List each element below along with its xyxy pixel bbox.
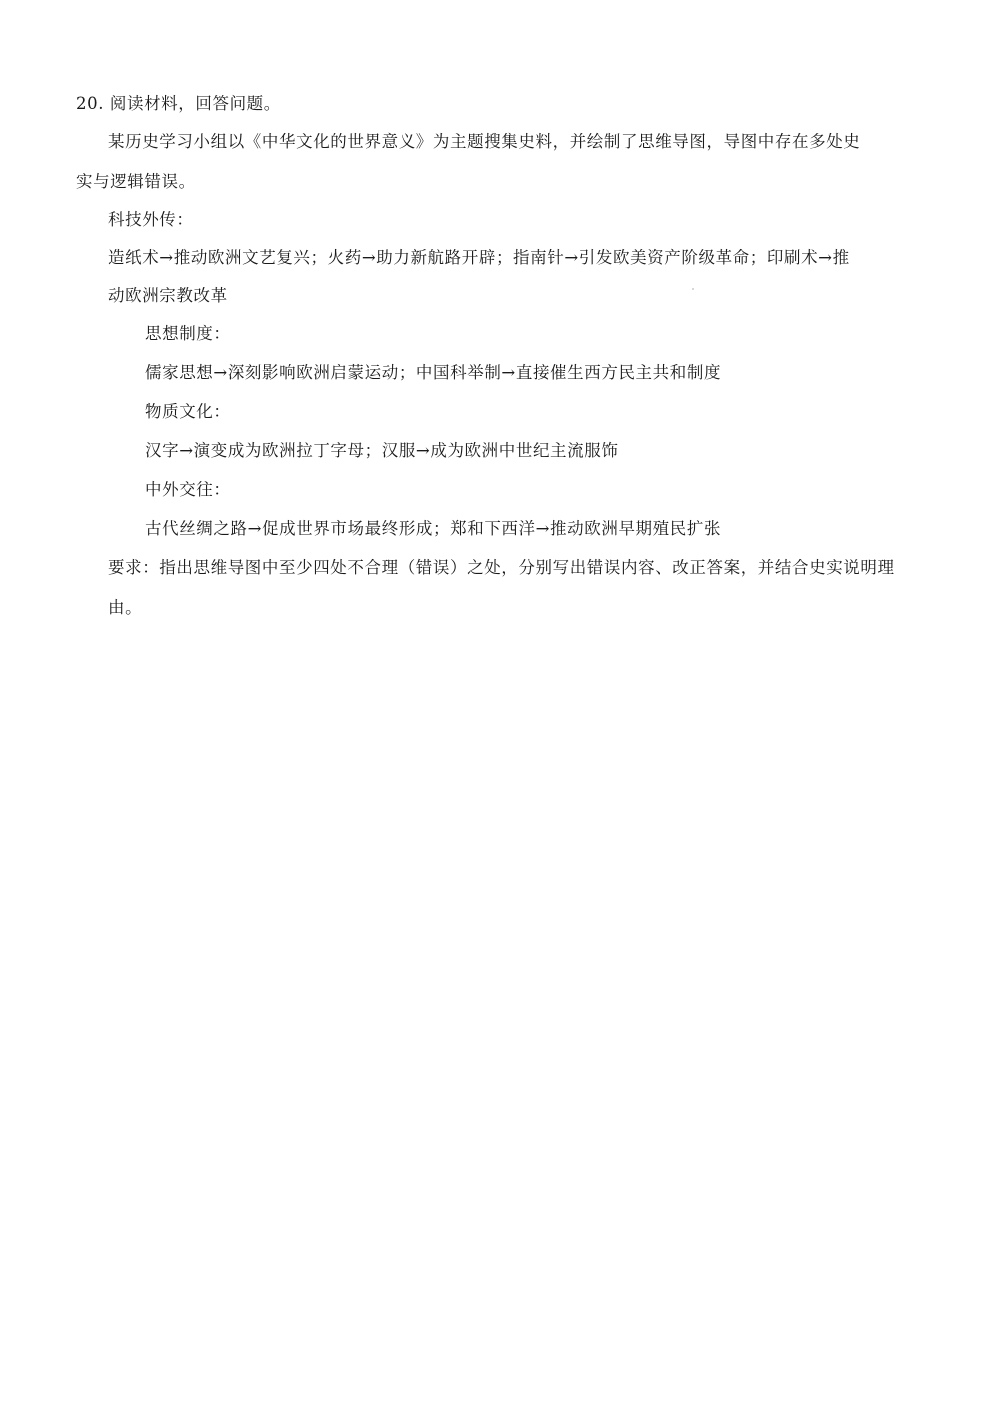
- section-heading-technology: 科技外传：: [108, 210, 194, 229]
- question-intro-line-1: 某历史学习小组以《中华文化的世界意义》为主题搜集史料，并绘制了思维导图，导图中存在多处史: [108, 132, 861, 151]
- section-material-culture-line-1: 汉字→演变成为欧洲拉丁字母；汉服→成为欧洲中世纪主流服饰: [145, 441, 619, 460]
- section-heading-material-culture: 物质文化：: [145, 402, 231, 421]
- question-title: 20. 阅读材料，回答问题。: [76, 94, 281, 113]
- requirement-line-2: 由。: [108, 598, 143, 617]
- requirement-line-1: 要求：指出思维导图中至少四处不合理（错误）之处，分别写出错误内容、改正答案，并结合史实说明理: [108, 558, 895, 577]
- question-intro-line-2: 实与逻辑错误。: [76, 172, 196, 191]
- section-thought-institutions-line-1: 儒家思想→深刻影响欧洲启蒙运动；中国科举制→直接催生西方民主共和制度: [145, 363, 722, 382]
- scan-speck: [692, 288, 694, 290]
- section-exchanges-line-1: 古代丝绸之路→促成世界市场最终形成；郑和下西洋→推动欧洲早期殖民扩张: [145, 519, 722, 538]
- section-heading-exchanges: 中外交往：: [145, 480, 231, 499]
- section-technology-line-2: 动欧洲宗教改革: [108, 286, 228, 305]
- section-technology-line-1: 造纸术→推动欧洲文艺复兴；火药→助力新航路开辟；指南针→引发欧美资产阶级革命；印刷术→推: [108, 248, 850, 267]
- section-heading-thought-institutions: 思想制度：: [145, 324, 231, 343]
